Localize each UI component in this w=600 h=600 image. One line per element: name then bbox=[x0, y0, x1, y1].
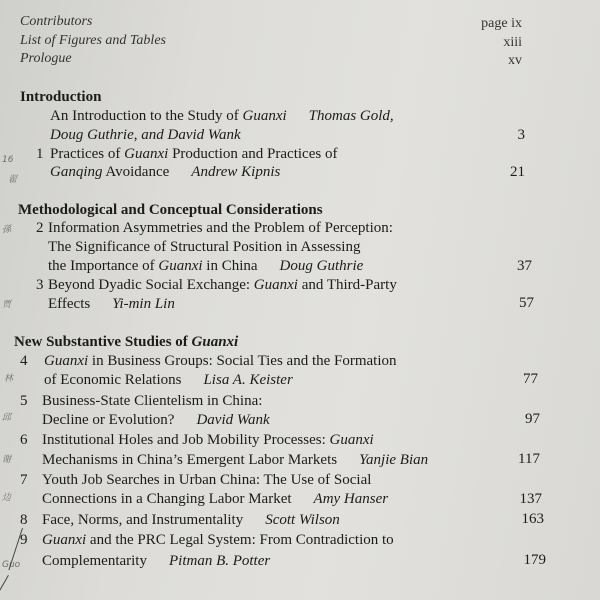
chapter-1-number: 1 bbox=[36, 146, 44, 162]
chapter-1-title-line2: Ganqing Avoidance Andrew Kipnis bbox=[50, 164, 281, 180]
intro-title-line1: An Introduction to the Study of Guanxi Thomas Gold, bbox=[50, 108, 394, 124]
chapter-9-number: 9 bbox=[20, 532, 28, 548]
chapter-3-author: Yi-min Lin bbox=[112, 296, 175, 312]
pen-mark-lower bbox=[0, 575, 9, 596]
chapter-5-title-line2: Decline or Evolution? David Wank bbox=[42, 412, 270, 428]
chapter-6-number: 6 bbox=[20, 432, 28, 448]
intro-authors: Doug Guthrie, and David Wank bbox=[50, 127, 241, 143]
chapter-1-page: 21 bbox=[510, 164, 525, 180]
section-introduction: Introduction bbox=[20, 89, 102, 105]
handwritten-note-lin: 林 bbox=[4, 374, 14, 384]
section-methodological: Methodological and Conceptual Considerations bbox=[18, 202, 323, 218]
chapter-8-title: Face, Norms, and Instrumentality Scott Wilson bbox=[42, 512, 340, 528]
chapter-3-title-line2: Effects Yi-min Lin bbox=[48, 296, 175, 312]
chapter-4-title-line1: Guanxi in Business Groups: Social Ties and the Formation bbox=[44, 353, 397, 369]
chapter-8-author: Scott Wilson bbox=[265, 512, 340, 528]
chapter-8-number: 8 bbox=[20, 512, 28, 528]
chapter-4-page: 77 bbox=[523, 371, 538, 387]
front-prologue: Prologue bbox=[20, 51, 72, 66]
chapter-5-title-line1: Business-State Clientelism in China: bbox=[42, 393, 263, 409]
front-figures-page: xiii bbox=[503, 35, 522, 50]
chapter-7-title-line2: Connections in a Changing Labor Market Amy Hanser bbox=[42, 491, 389, 507]
chapter-6-title-line2: Mechanisms in China’s Emergent Labor Markets Yanjie Bian bbox=[42, 452, 429, 468]
chapter-7-page: 137 bbox=[519, 491, 542, 507]
chapter-9-page: 179 bbox=[523, 552, 546, 568]
chapter-2-page: 37 bbox=[517, 258, 532, 274]
chapter-2-number: 2 bbox=[36, 220, 44, 236]
chapter-1-title-line1: Practices of Guanxi Production and Practices of bbox=[50, 146, 338, 162]
handwritten-note-sun: 孫 bbox=[2, 225, 12, 235]
chapter-9-title-line2: Complementarity Pitman B. Potter bbox=[42, 553, 271, 569]
chapter-7-number: 7 bbox=[20, 472, 28, 488]
chapter-2-title-line1: Information Asymmetries and the Problem of Perception: bbox=[48, 220, 393, 236]
chapter-3-title-line1: Beyond Dyadic Social Exchange: Guanxi and Third-Party bbox=[48, 277, 397, 293]
chapter-9-title-line1: Guanxi and the PRC Legal System: From Contradiction to bbox=[42, 532, 394, 548]
front-contributors-page: page ix bbox=[481, 16, 522, 31]
chapter-3-page: 57 bbox=[519, 295, 534, 311]
front-contributors: Contributors bbox=[20, 14, 93, 29]
chapter-2-title-line2: The Significance of Structural Position in Assessing bbox=[48, 239, 361, 255]
chapter-7-author: Amy Hanser bbox=[313, 491, 389, 507]
handwritten-note-16: 16 bbox=[2, 155, 14, 165]
handwritten-note-qiu: 邱 bbox=[2, 413, 12, 423]
front-prologue-page: xv bbox=[508, 53, 522, 68]
chapter-4-title-line2: of Economic Relations Lisa A. Keister bbox=[44, 372, 293, 388]
chapter-6-author: Yanjie Bian bbox=[359, 452, 429, 468]
chapter-9-author: Pitman B. Potter bbox=[168, 553, 271, 569]
chapter-5-number: 5 bbox=[20, 393, 28, 409]
chapter-6-page: 117 bbox=[518, 451, 540, 467]
chapter-7-title-line1: Youth Job Searches in Urban China: The Use of Social bbox=[42, 472, 372, 488]
front-figures: List of Figures and Tables bbox=[20, 33, 166, 48]
intro-page: 3 bbox=[517, 127, 525, 143]
handwritten-note-zhai: 翟 bbox=[8, 175, 18, 185]
chapter-6-title-line1: Institutional Holes and Job Mobility Processes: Guanxi bbox=[42, 432, 374, 448]
section-new-studies: New Substantive Studies of Guanxi bbox=[14, 334, 239, 350]
chapter-5-author: David Wank bbox=[196, 412, 270, 428]
handwritten-note-bian: 边 bbox=[2, 493, 12, 503]
chapter-2-title-line3: the Importance of Guanxi in China Doug Guthrie bbox=[48, 258, 364, 274]
chapter-1-author: Andrew Kipnis bbox=[191, 164, 281, 180]
chapter-3-number: 3 bbox=[36, 277, 44, 293]
handwritten-note-xie: 谢 bbox=[2, 455, 12, 465]
handwritten-note-guo: Guo bbox=[2, 560, 21, 570]
chapter-4-author: Lisa A. Keister bbox=[203, 372, 293, 388]
chapter-4-number: 4 bbox=[20, 353, 28, 369]
chapter-2-author: Doug Guthrie bbox=[279, 258, 364, 274]
chapter-8-page: 163 bbox=[521, 511, 544, 527]
chapter-5-page: 97 bbox=[525, 411, 540, 427]
handwritten-note-jia: 贾 bbox=[2, 300, 12, 310]
